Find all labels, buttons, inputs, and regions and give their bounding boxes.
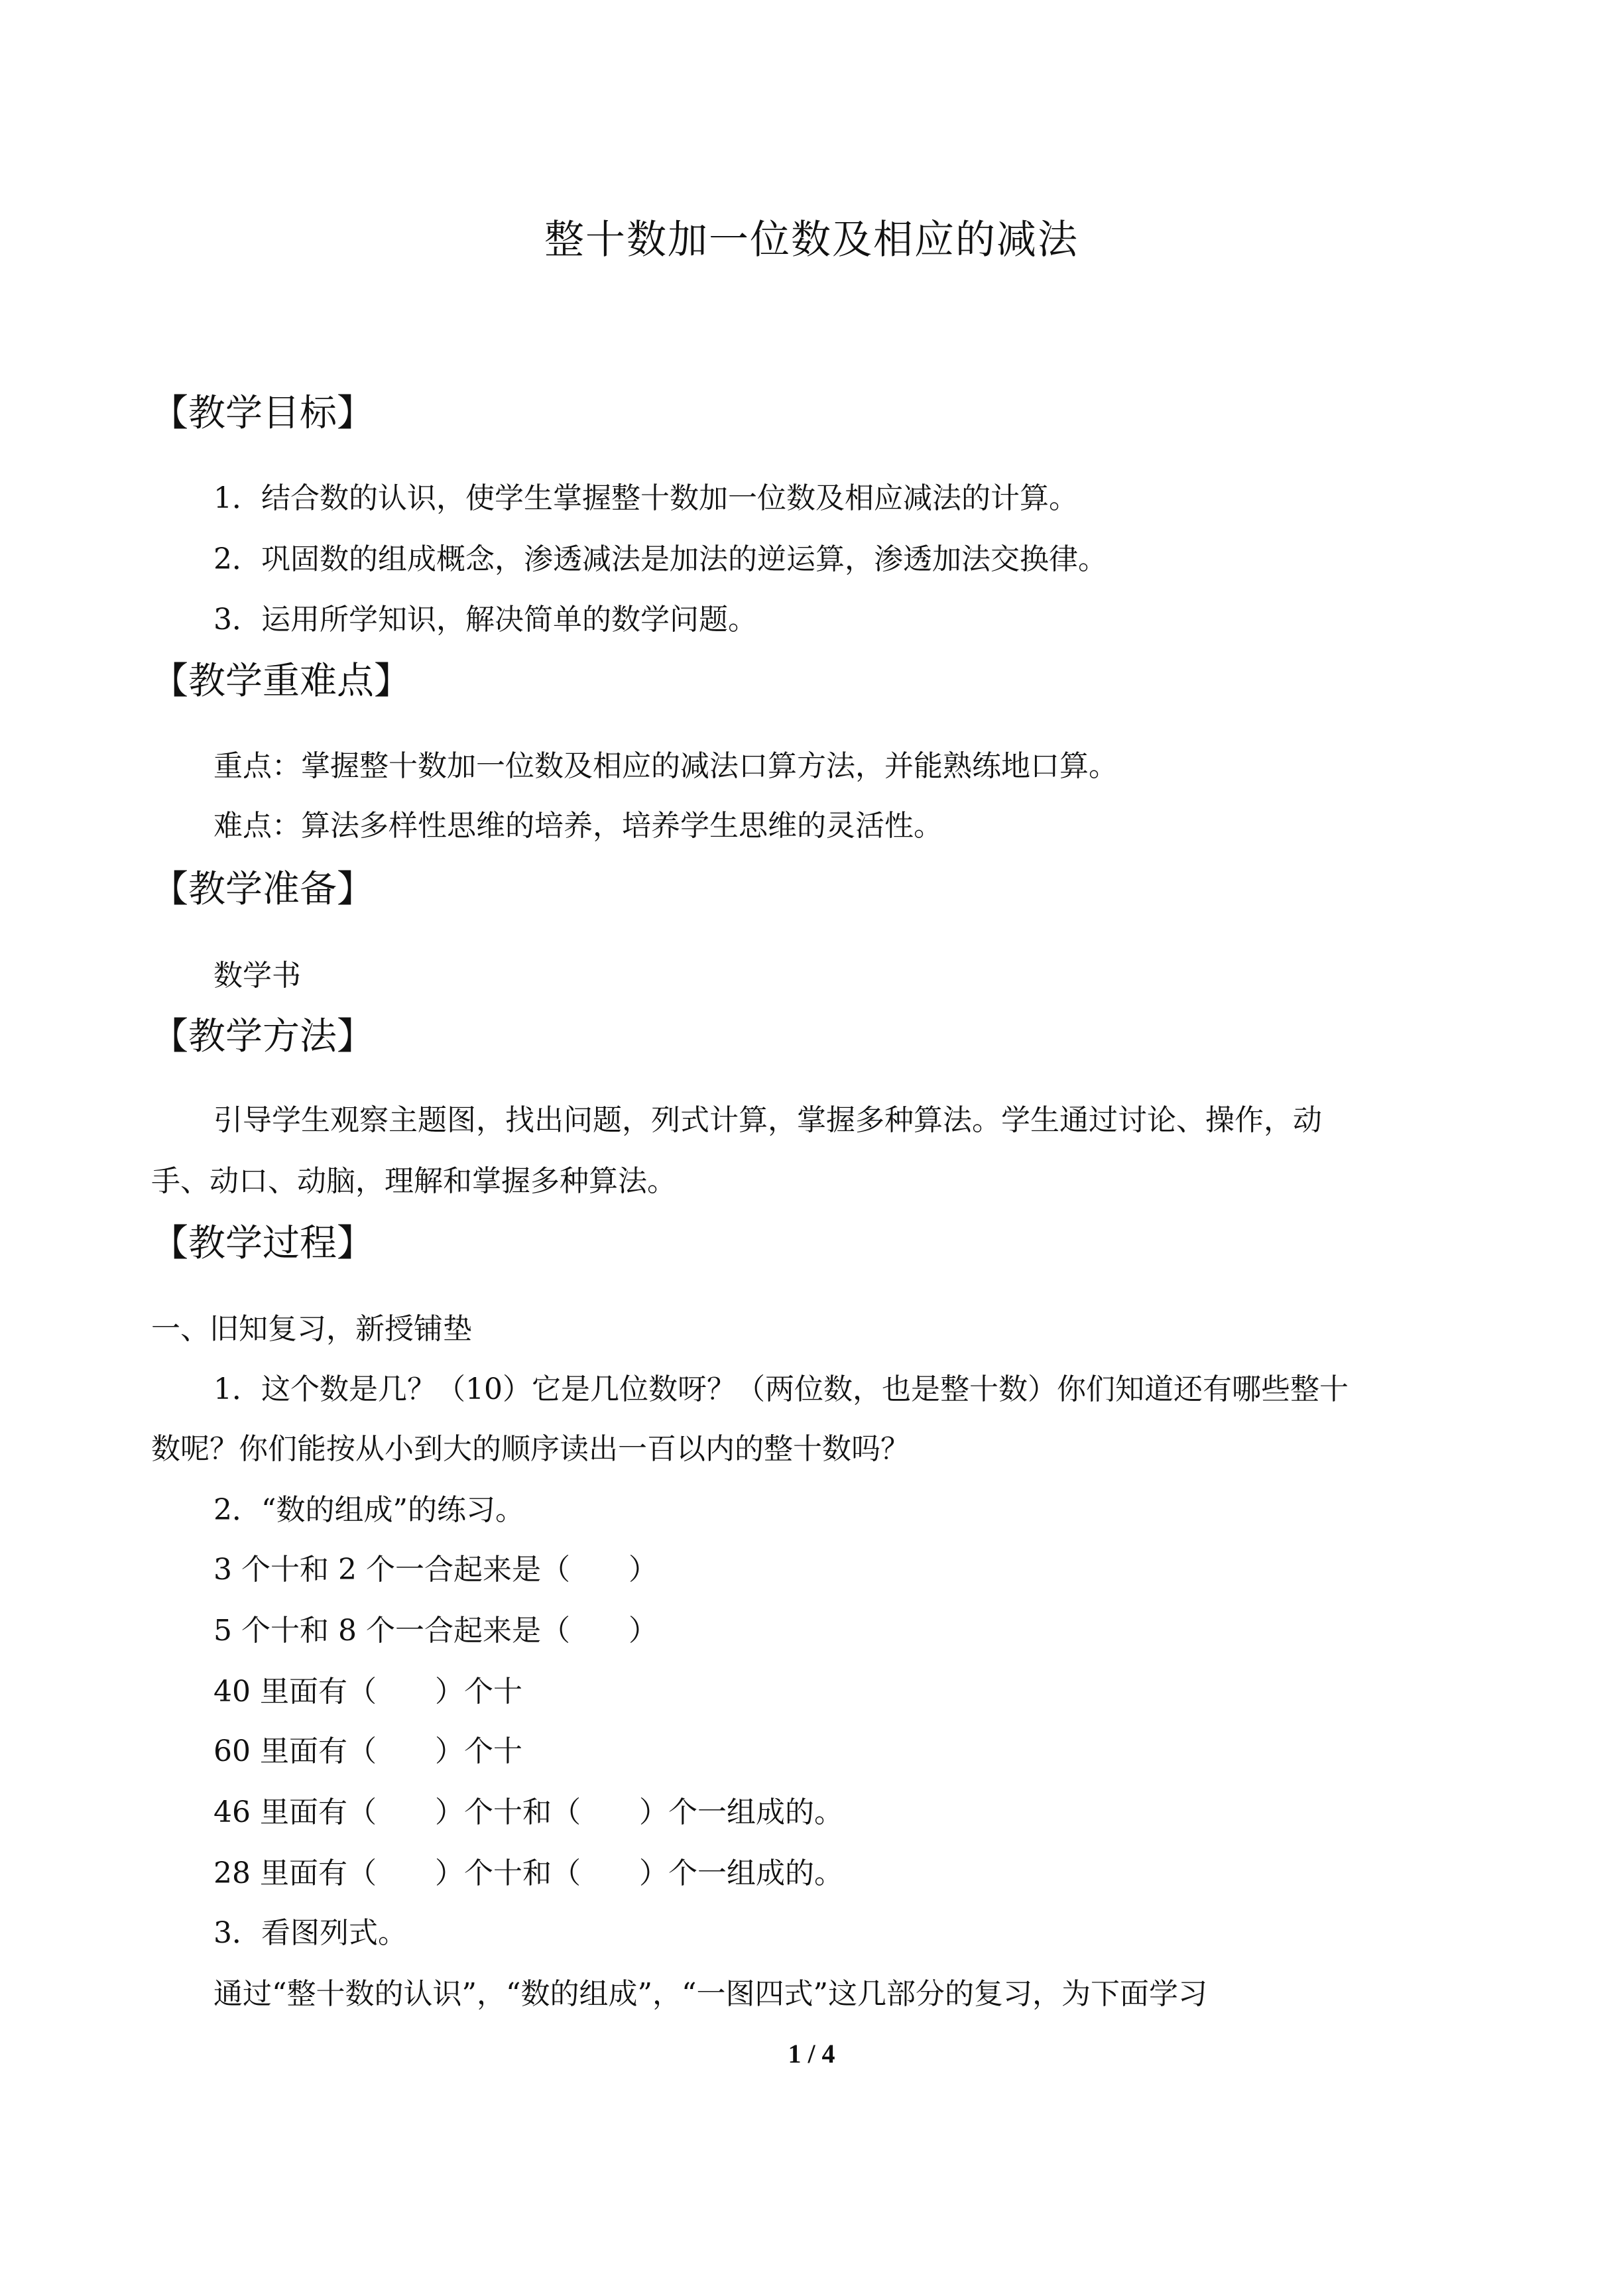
key-point-item-1: 重点：掌握整十数加一位数及相应的减法口算方法，并能熟练地口算。 (213, 749, 1118, 783)
heading-preparation: 【教学准备】 (151, 868, 374, 911)
process-line-3: 2．“数的组成”的练习。 (213, 1493, 524, 1527)
preparation-item-1: 数学书 (213, 959, 301, 993)
process-line-4: 3 个十和 2 个一合起来是（ ） (213, 1553, 658, 1587)
process-line-10: 3．看图列式。 (213, 1916, 407, 1950)
key-point-item-2: 难点：算法多样性思维的培养，培养学生思维的灵活性。 (213, 809, 943, 843)
objective-item-2: 2．巩固数的组成概念，渗透减法是加法的逆运算，渗透加法交换律。 (213, 542, 1107, 576)
process-line-7: 60 里面有（ ）个十 (213, 1734, 522, 1768)
page-title: 整十数加一位数及相应的减法 (544, 217, 1079, 263)
objective-item-3: 3．运用所学知识，解决简单的数学问题。 (213, 603, 757, 636)
process-line-11: 通过“整十数的认识”，“数的组成”，“一图四式”这几部分的复习，为下面学习 (213, 1977, 1207, 2011)
process-line-8: 46 里面有（ ）个十和（ ）个一组成的。 (213, 1795, 843, 1829)
page-number: 1 / 4 (788, 2039, 835, 2069)
heading-method: 【教学方法】 (151, 1015, 374, 1058)
method-line-1: 引导学生观察主题图，找出问题，列式计算，掌握多种算法。学生通过讨论、操作，动 (213, 1103, 1322, 1137)
process-line-5: 5 个十和 8 个一合起来是（ ） (213, 1614, 658, 1648)
method-line-2: 手、动口、动脑，理解和掌握多种算法。 (151, 1164, 676, 1198)
heading-key-points: 【教学重难点】 (151, 660, 411, 703)
process-line-1: 1．这个数是几？（10）它是几位数呀？（两位数，也是整十数）你们知道还有哪些整十 (213, 1372, 1349, 1406)
process-line-6: 40 里面有（ ）个十 (213, 1675, 522, 1709)
objective-item-1: 1．结合数的认识，使学生掌握整十数加一位数及相应减法的计算。 (213, 481, 1078, 515)
heading-process: 【教学过程】 (151, 1222, 374, 1265)
heading-objectives: 【教学目标】 (151, 392, 374, 435)
process-line-2: 数呢？你们能按从小到大的顺序读出一百以内的整十数吗？ (151, 1432, 910, 1466)
process-line-9: 28 里面有（ ）个十和（ ）个一组成的。 (213, 1856, 843, 1890)
process-subheading: 一、旧知复习，新授铺垫 (151, 1312, 472, 1346)
